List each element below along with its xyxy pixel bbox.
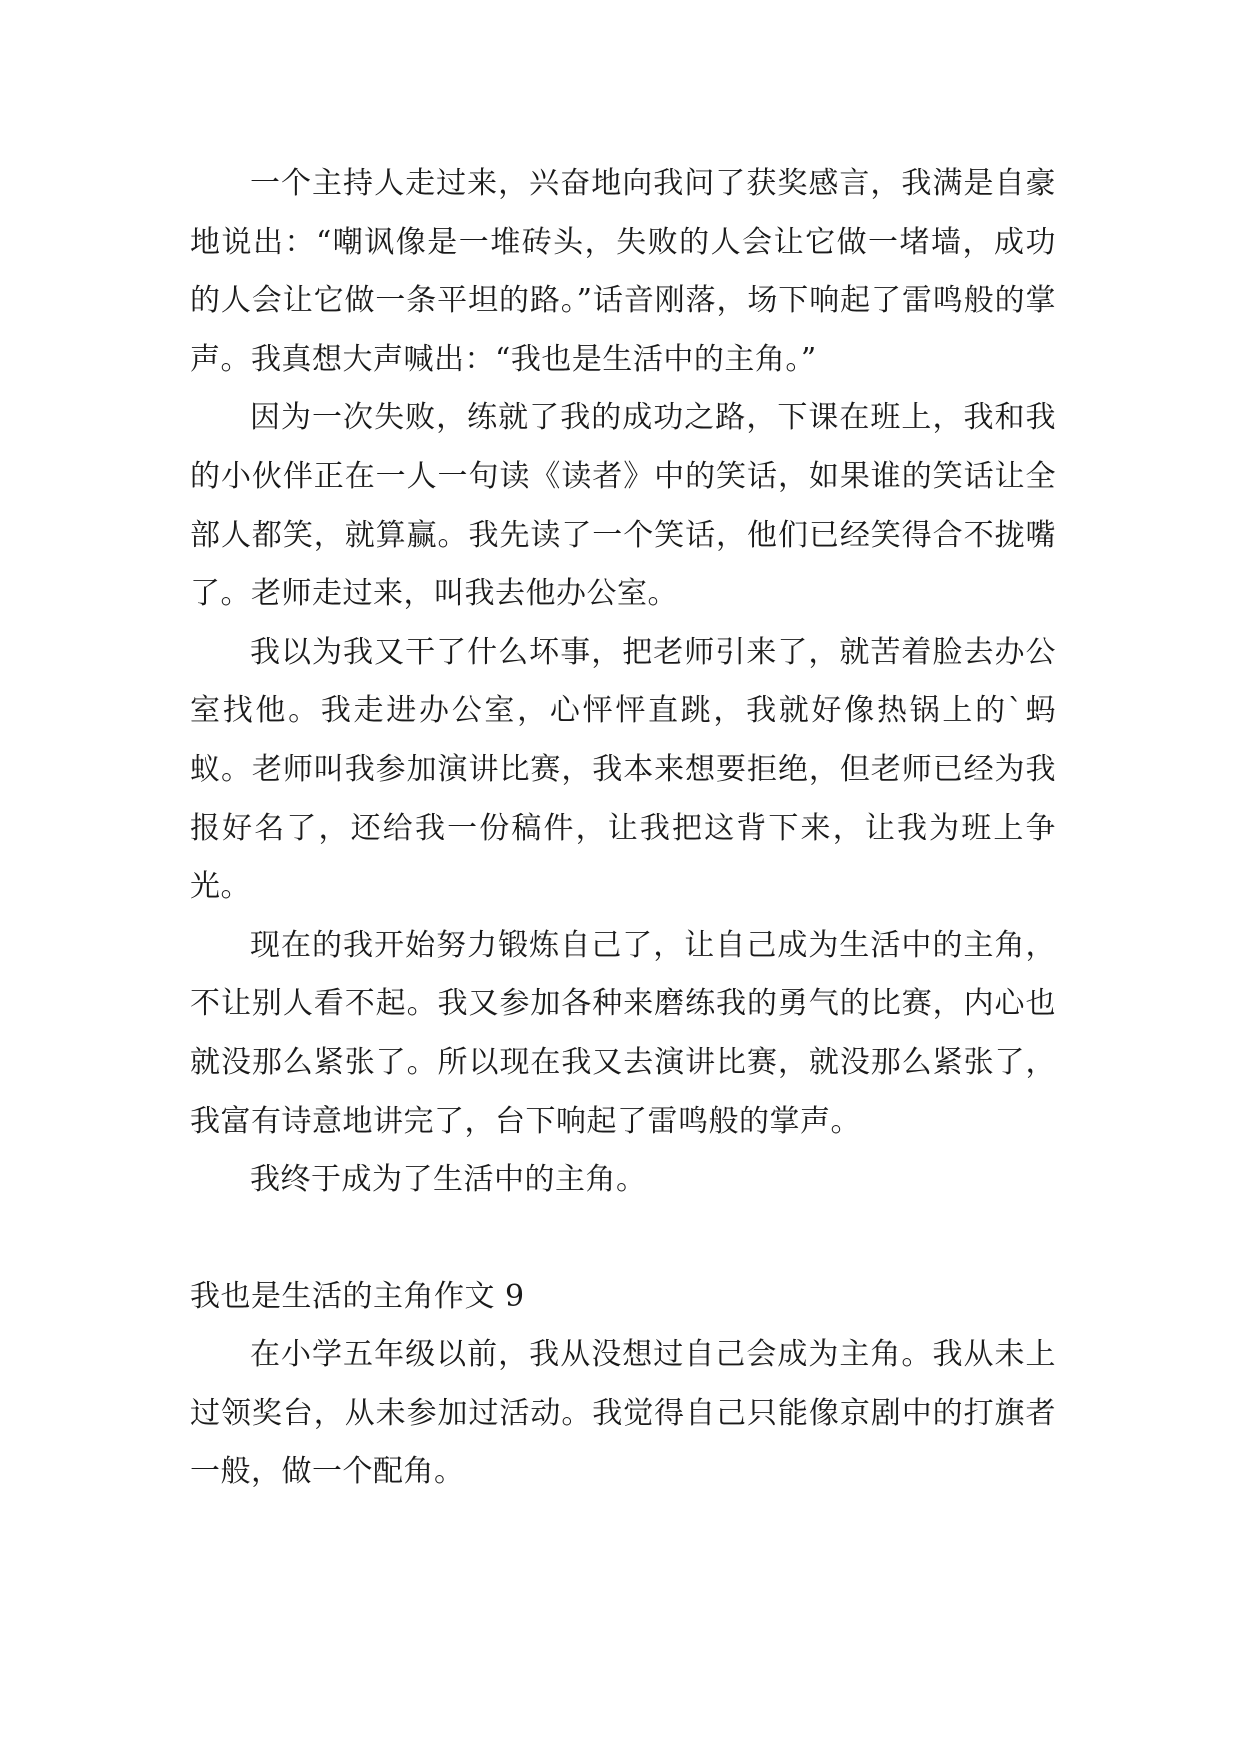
section-heading: 我也是生活的主角作文 9	[190, 1278, 525, 1314]
document-page	[190, 155, 1056, 1502]
paragraph: 我终于成为了生活中的主角。	[250, 1162, 647, 1198]
paragraph: 因为一次失败，练就了我的成功之路，下课在班上，我和我的小伙伴正在一人一句读《读者》中的笑话，如果谁的笑话让全部人都笑，就算赢。我先读了一个笑话，他们已经笑得合不拢嘴了。老师走过来，叫我去他办公室。	[190, 400, 1056, 612]
paragraph: 我以为我又干了什么坏事，把老师引来了，就苦着脸去办公室找他。我走进办公室，心怦怦直跳，我就好像热锅上的`蚂蚁。老师叫我参加演讲比赛，我本来想要拒绝，但老师已经为我报好名了，还给我一份稿件，让我把这背下来，让我为班上争光。	[190, 634, 1056, 905]
paragraph: 现在的我开始努力锻炼自己了，让自己成为生活中的主角，不让别人看不起。我又参加各种来磨练我的勇气的比赛，内心也就没那么紧张了。所以现在我又去演讲比赛，就没那么紧张了，我富有诗意地讲完了，台下响起了雷鸣般的掌声。	[190, 927, 1056, 1139]
paragraph: 在小学五年级以前，我从没想过自己会成为主角。我从未上过领奖台，从未参加过活动。我觉得自己只能像京剧中的打旗者一般，做一个配角。	[190, 1337, 1056, 1490]
paragraph: 一个主持人走过来，兴奋地向我问了获奖感言，我满是自豪地说出：“嘲讽像是一堆砖头，失败的人会让它做一堵墙，成功的人会让它做一条平坦的路。”话音刚落，场下响起了雷鸣般的掌声。我真想大声喊出：“我也是生活中的主角。”	[190, 166, 1056, 377]
